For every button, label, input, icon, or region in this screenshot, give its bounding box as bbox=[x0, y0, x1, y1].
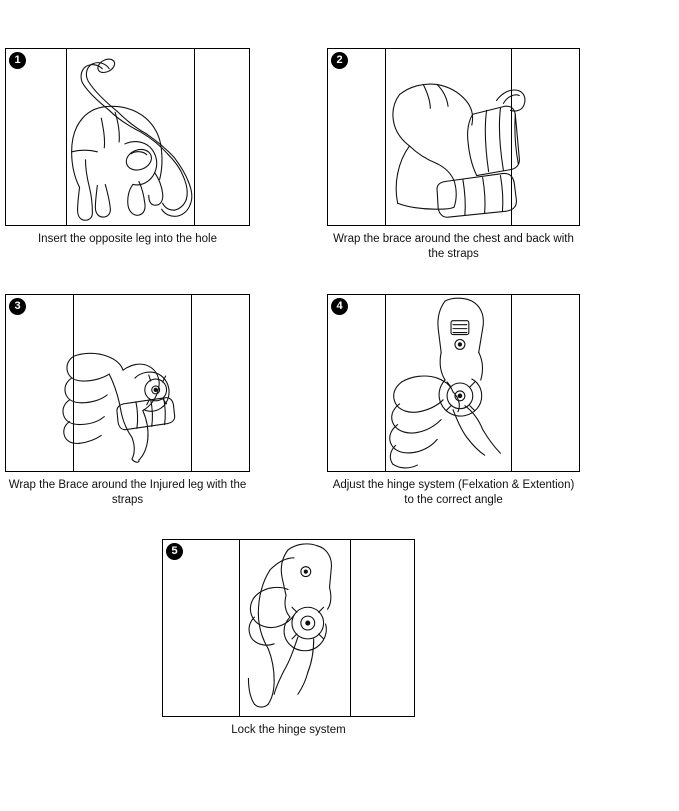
step-4-panel bbox=[327, 294, 580, 472]
step-1 bbox=[5, 48, 250, 247]
step-2-panel bbox=[327, 48, 580, 226]
step-5-illustration bbox=[163, 540, 414, 716]
step-1-number-badge: 1 bbox=[9, 52, 26, 69]
step-5-panel bbox=[162, 539, 415, 717]
step-1-illustration bbox=[6, 49, 249, 225]
step-4-number-badge: 4 bbox=[331, 298, 348, 315]
step-2-caption: Wrap the brace around the chest and back with the straps bbox=[333, 233, 574, 260]
step-3-number-badge: 3 bbox=[9, 298, 26, 315]
step-2-illustration bbox=[328, 49, 579, 225]
step-3 bbox=[5, 294, 250, 508]
step-3-panel bbox=[5, 294, 250, 472]
step-2-number-badge: 2 bbox=[331, 52, 348, 69]
step-2 bbox=[327, 48, 580, 262]
step-3-caption: Wrap the Brace around the Injured leg with the straps bbox=[8, 479, 247, 506]
step-4-caption: Adjust the hinge system (Felxation & Extention) to the correct angle bbox=[332, 479, 575, 506]
step-3-illustration bbox=[6, 295, 249, 471]
step-1-caption: Insert the opposite leg into the hole bbox=[37, 233, 217, 245]
step-1-panel bbox=[5, 48, 250, 226]
step-5 bbox=[162, 539, 415, 738]
step-5-caption: Lock the hinge system bbox=[231, 724, 346, 736]
step-5-number-badge: 5 bbox=[166, 543, 183, 560]
step-4 bbox=[327, 294, 580, 508]
step-4-illustration bbox=[328, 295, 579, 471]
